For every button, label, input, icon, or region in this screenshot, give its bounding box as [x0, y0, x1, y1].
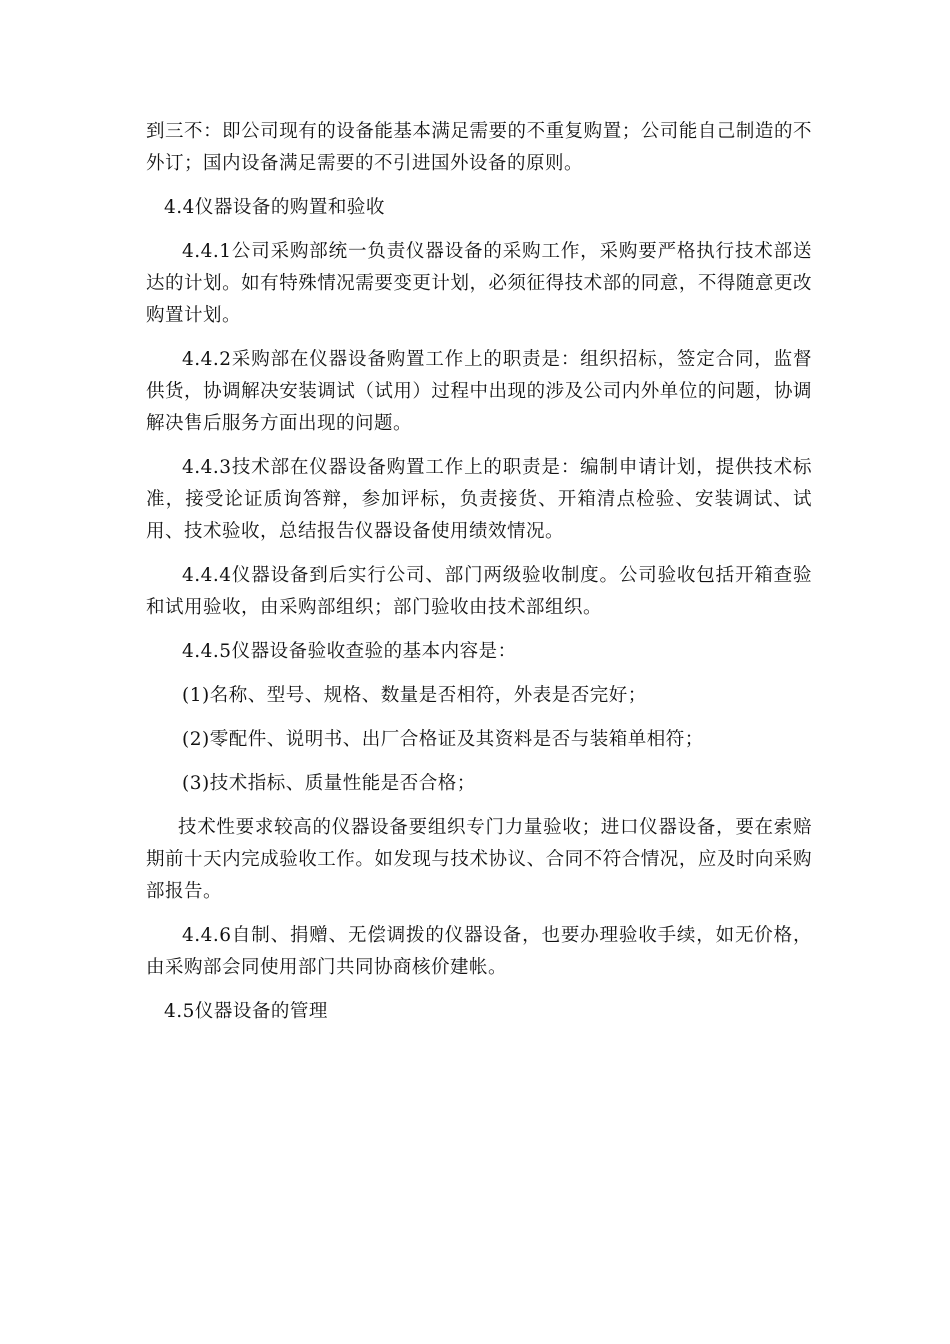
- clause-4-4-4: 4.4.4仪器设备到后实行公司、部门两级验收制度。公司验收包括开箱查验和试用验收，由采购部组织；部门验收由技术部组织。: [146, 565, 812, 618]
- list-item-3: (3)技术指标、质量性能是否合格；: [182, 773, 476, 794]
- section-heading-4-4: 4.4仪器设备的购置和验收: [164, 197, 385, 218]
- clause-4-4-6: 4.4.6自制、捐赠、无偿调拨的仪器设备，也要办理验收手续，如无价格，由采购部会同使用部门共同协商核价建帐。: [146, 925, 812, 978]
- paragraph-continuation: 到三不：即公司现有的设备能基本满足需要的不重复购置；公司能自己制造的不外订；国内设备满足需要的不引进国外设备的原则。: [146, 121, 812, 174]
- section-heading-4-5: 4.5仪器设备的管理: [164, 1001, 328, 1022]
- clause-4-4-3: 4.4.3技术部在仪器设备购置工作上的职责是：编制申请计划，提供技术标准，接受论证质询答辩，参加评标，负责接货、开箱清点检验、安装调试、试用、技术验收，总结报告仪器设备使用绩效情况。: [146, 457, 812, 542]
- document-body: [146, 116, 812, 1028]
- clause-4-4-5: 4.4.5仪器设备验收查验的基本内容是：: [182, 641, 517, 662]
- paragraph-technical-acceptance: 技术性要求较高的仪器设备要组织专门力量验收；进口仪器设备，要在索赔期前十天内完成验收工作。如发现与技术协议、合同不符合情况，应及时向采购部报告。: [146, 817, 812, 902]
- clause-4-4-1: 4.4.1公司采购部统一负责仪器设备的采购工作，采购要严格执行技术部送达的计划。如有特殊情况需要变更计划，必须征得技术部的同意，不得随意更改购置计划。: [146, 241, 812, 326]
- clause-4-4-2: 4.4.2采购部在仪器设备购置工作上的职责是：组织招标，签定合同，监督供货，协调解决安装调试（试用）过程中出现的涉及公司内外单位的问题，协调解决售后服务方面出现的问题。: [146, 349, 812, 434]
- list-item-1: (1)名称、型号、规格、数量是否相符，外表是否完好；: [182, 685, 647, 706]
- list-item-2: (2)零配件、说明书、出厂合格证及其资料是否与装箱单相符；: [182, 729, 704, 750]
